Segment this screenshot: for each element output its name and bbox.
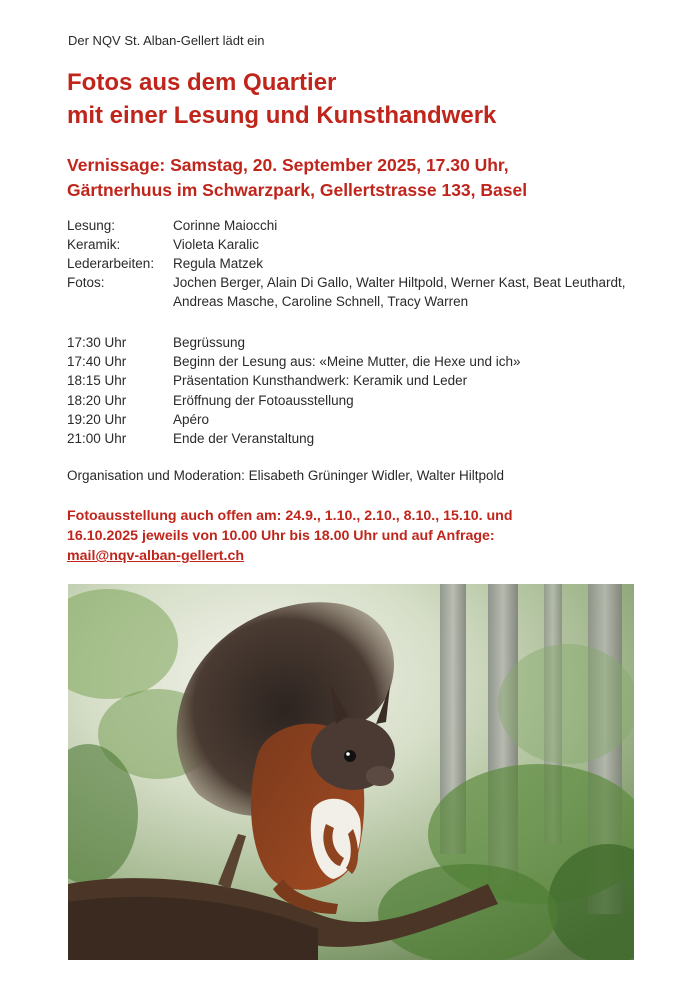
- participant-row: [67, 235, 643, 254]
- intro-text: Der NQV St. Alban-Gellert lädt ein: [68, 33, 265, 48]
- organisation-text: Organisation und Moderation: Elisabeth Grüninger Widler, Walter Hiltpold: [67, 468, 504, 483]
- schedule-item: Ende der Veranstaltung: [173, 431, 315, 447]
- vernissage-line-2: Gärtnerhuus im Schwarzpark, Gellertstrasse 133, Basel: [67, 180, 528, 200]
- schedule-item: Eröffnung der Fotoausstellung: [173, 392, 354, 408]
- schedule-row: [67, 391, 643, 410]
- schedule-row: [67, 371, 643, 390]
- squirrel-illustration: [68, 584, 634, 960]
- schedule-time: 18:20 Uhr: [67, 392, 127, 408]
- participant-row: [67, 273, 643, 311]
- participant-role: Keramik:: [67, 237, 121, 252]
- squirrel-photo: [68, 584, 634, 960]
- schedule-item: Präsentation Kunsthandwerk: Keramik und Leder: [173, 373, 468, 389]
- schedule-time: 17:40 Uhr: [67, 354, 127, 370]
- vernissage-line-1: Vernissage: Samstag, 20. September 2025, 17.30 Uhr,: [67, 155, 509, 175]
- participant-role: Lederarbeiten:: [67, 256, 155, 271]
- schedule-row: [67, 429, 643, 448]
- schedule-row: [67, 410, 643, 429]
- participant-role: Fotos:: [67, 275, 105, 290]
- participant-name: Corinne Maiocchi: [173, 218, 278, 233]
- title-line-1: Fotos aus dem Quartier: [67, 69, 337, 96]
- schedule-item: Beginn der Lesung aus: «Meine Mutter, die Hexe und ich»: [173, 354, 521, 370]
- schedule-time: 19:20 Uhr: [67, 411, 127, 427]
- schedule-time: 21:00 Uhr: [67, 431, 127, 447]
- participant-row: [67, 216, 643, 235]
- vernissage-info: [67, 153, 527, 203]
- participants-list: [67, 216, 643, 311]
- schedule-time: 17:30 Uhr: [67, 335, 127, 350]
- participant-row: [67, 254, 643, 273]
- schedule-item: Begrüssung: [173, 335, 246, 350]
- opening-hours-line-1: Fotoausstellung auch offen am: 24.9., 1.10., 2.10., 8.10., 15.10. und: [67, 508, 513, 524]
- opening-hours: [67, 506, 642, 566]
- participant-name: Violeta Karalic: [173, 237, 260, 252]
- participant-name: Jochen Berger, Alain Di Gallo, Walter Hiltpold, Werner Kast, Beat Leuthardt, Andreas Masche, Caroline Schnell, Tracy Warren: [173, 275, 626, 309]
- schedule-row: [67, 352, 643, 371]
- opening-hours-line-2: 16.10.2025 jeweils von 10.00 Uhr bis 18.00 Uhr und auf Anfrage:: [67, 528, 495, 544]
- program-schedule: [67, 333, 643, 448]
- title-line-2: mit einer Lesung und Kunsthandwerk: [67, 102, 497, 129]
- page-title: [67, 66, 496, 132]
- participant-name: Regula Matzek: [173, 256, 264, 271]
- schedule-time: 18:15 Uhr: [67, 373, 127, 389]
- email-link[interactable]: mail@nqv-alban-gellert.ch: [67, 548, 245, 564]
- schedule-item: Apéro: [173, 411, 210, 427]
- schedule-row: [67, 333, 643, 352]
- participant-role: Lesung:: [67, 218, 116, 233]
